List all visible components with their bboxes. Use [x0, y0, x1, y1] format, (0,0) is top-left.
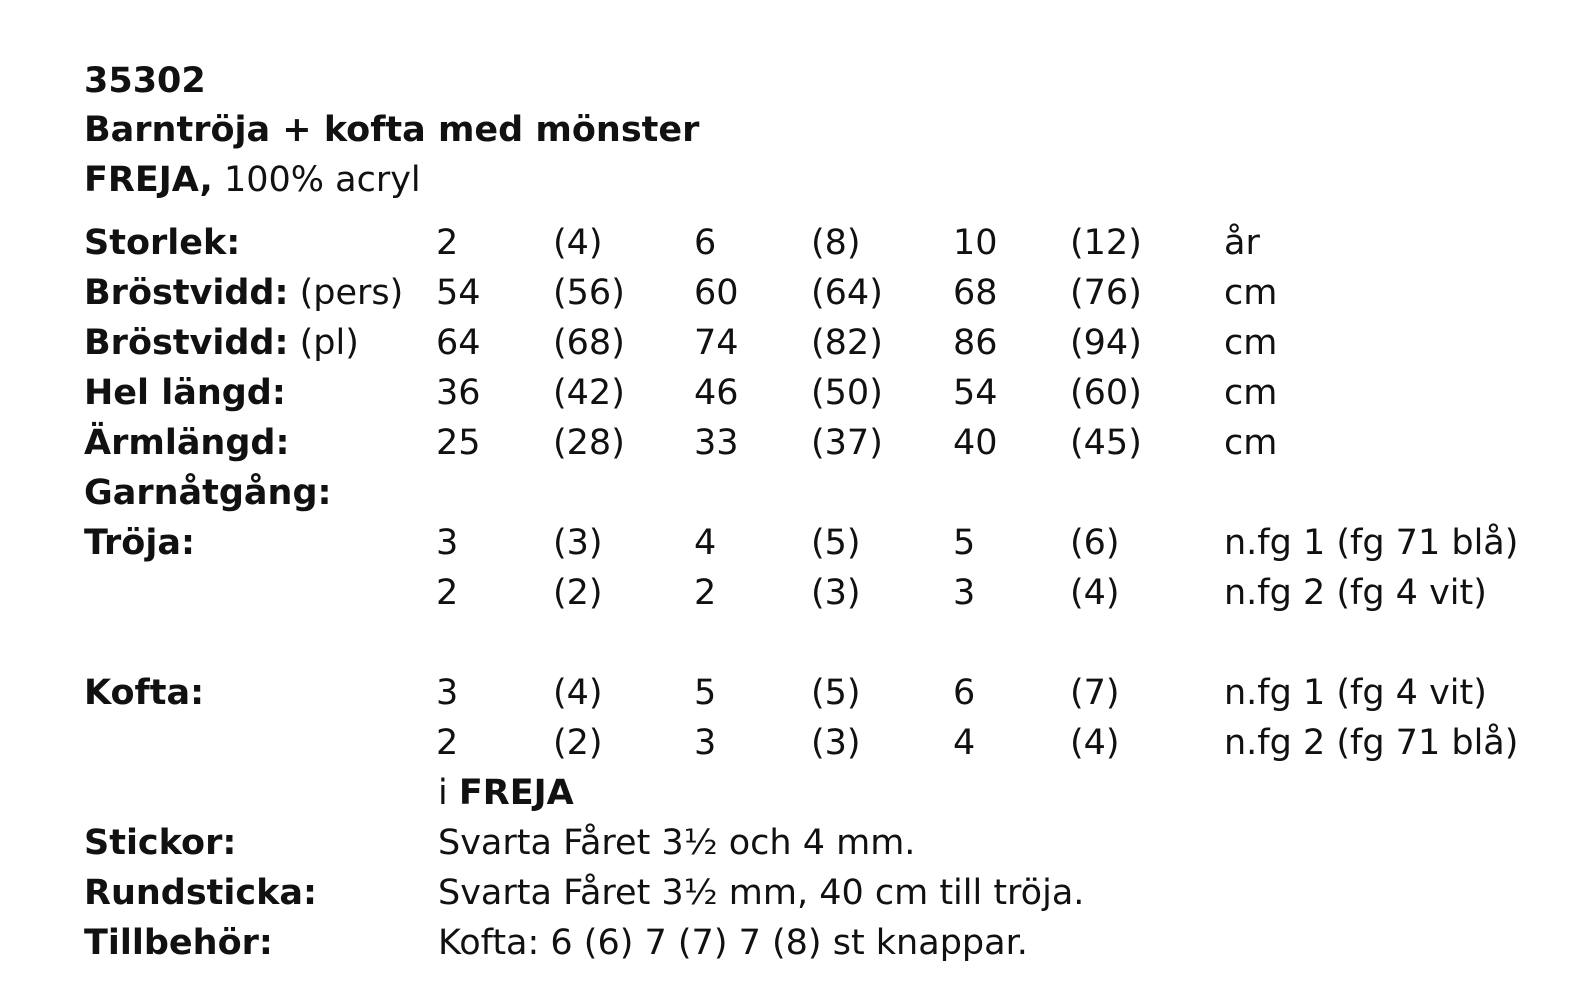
- value-cell: 10: [953, 223, 998, 263]
- row-label: Storlek:: [84, 223, 241, 263]
- yarn-description: 100% acryl: [212, 160, 421, 200]
- value-cell: (7): [1070, 673, 1120, 713]
- value-cell: 54: [436, 273, 481, 313]
- unit-cell: n.fg 1 (fg 71 blå): [1224, 523, 1519, 563]
- circular-needle-value: Svarta Fåret 3½ mm, 40 cm till tröja.: [438, 873, 1085, 913]
- size-row: [0, 223, 1575, 270]
- value-cell: (68): [553, 323, 625, 363]
- row-label: Hel längd:: [84, 373, 286, 413]
- value-cell: 25: [436, 423, 481, 463]
- yarn-note: i FREJA: [438, 773, 574, 813]
- value-cell: 3: [436, 673, 459, 713]
- value-cell: (3): [811, 723, 861, 763]
- value-cell: (42): [553, 373, 625, 413]
- value-cell: (8): [811, 223, 861, 263]
- value-cell: 4: [953, 723, 976, 763]
- cardigan-label: Kofta:: [84, 673, 205, 713]
- unit-cell: cm: [1224, 423, 1278, 463]
- value-cell: 36: [436, 373, 481, 413]
- value-cell: 2: [436, 573, 459, 613]
- value-cell: (3): [553, 523, 603, 563]
- value-cell: 68: [953, 273, 998, 313]
- unit-cell: n.fg 2 (fg 71 blå): [1224, 723, 1519, 763]
- value-cell: (6): [1070, 523, 1120, 563]
- unit-cell: cm: [1224, 273, 1278, 313]
- yarn-note-row: [0, 773, 1575, 820]
- unit-cell: cm: [1224, 373, 1278, 413]
- value-cell: (45): [1070, 423, 1142, 463]
- circular-needle-label: Rundsticka:: [84, 873, 318, 913]
- value-cell: (3): [811, 573, 861, 613]
- value-cell: 5: [694, 673, 717, 713]
- value-cell: 46: [694, 373, 739, 413]
- sleeve-length-row: [0, 423, 1575, 470]
- row-label: Bröstvidd: (pl): [84, 323, 359, 363]
- value-cell: 5: [953, 523, 976, 563]
- row-label: Bröstvidd: (pers): [84, 273, 404, 313]
- value-cell: (4): [1070, 573, 1120, 613]
- value-cell: 86: [953, 323, 998, 363]
- unit-cell: år: [1224, 223, 1260, 263]
- value-cell: (2): [553, 723, 603, 763]
- sweater-label: Tröja:: [84, 523, 195, 563]
- value-cell: (4): [553, 223, 603, 263]
- sweater-yarn-row-2: [0, 573, 1575, 620]
- value-cell: 33: [694, 423, 739, 463]
- value-cell: 6: [953, 673, 976, 713]
- value-cell: (2): [553, 573, 603, 613]
- pattern-title: Barntröja + kofta med mönster: [84, 110, 700, 150]
- value-cell: 6: [694, 223, 717, 263]
- value-cell: (60): [1070, 373, 1142, 413]
- value-cell: 2: [694, 573, 717, 613]
- value-cell: 40: [953, 423, 998, 463]
- value-cell: (4): [1070, 723, 1120, 763]
- value-cell: 60: [694, 273, 739, 313]
- value-cell: 2: [436, 223, 459, 263]
- value-cell: (37): [811, 423, 883, 463]
- accessories-row: [0, 923, 1575, 970]
- yarn-name: FREJA,: [84, 160, 213, 200]
- pattern-number: 35302: [84, 61, 206, 101]
- chest-width-person-row: [0, 273, 1575, 320]
- value-cell: (50): [811, 373, 883, 413]
- row-label: Ärmlängd:: [84, 423, 290, 463]
- value-cell: (56): [553, 273, 625, 313]
- circular-needle-row: [0, 873, 1575, 920]
- total-length-row: [0, 373, 1575, 420]
- unit-cell: cm: [1224, 323, 1278, 363]
- value-cell: 4: [694, 523, 717, 563]
- value-cell: (12): [1070, 223, 1142, 263]
- chest-width-garment-row: [0, 323, 1575, 370]
- value-cell: (82): [811, 323, 883, 363]
- unit-cell: n.fg 1 (fg 4 vit): [1224, 673, 1487, 713]
- sweater-yarn-row-1: [0, 523, 1575, 570]
- needles-value: Svarta Fåret 3½ och 4 mm.: [438, 823, 916, 863]
- value-cell: 64: [436, 323, 481, 363]
- value-cell: (5): [811, 673, 861, 713]
- value-cell: (64): [811, 273, 883, 313]
- accessories-value: Kofta: 6 (6) 7 (7) 7 (8) st knappar.: [438, 923, 1028, 963]
- value-cell: (5): [811, 523, 861, 563]
- value-cell: 3: [953, 573, 976, 613]
- needles-label: Stickor:: [84, 823, 237, 863]
- unit-cell: n.fg 2 (fg 4 vit): [1224, 573, 1487, 613]
- value-cell: 2: [436, 723, 459, 763]
- yarn-line: [84, 160, 421, 200]
- cardigan-yarn-row-1: [0, 673, 1575, 720]
- yarn-usage-heading: Garnåtgång:: [84, 473, 332, 513]
- needles-row: [0, 823, 1575, 870]
- value-cell: (28): [553, 423, 625, 463]
- value-cell: 74: [694, 323, 739, 363]
- value-cell: (4): [553, 673, 603, 713]
- value-cell: (76): [1070, 273, 1142, 313]
- value-cell: 3: [694, 723, 717, 763]
- value-cell: 54: [953, 373, 998, 413]
- value-cell: (94): [1070, 323, 1142, 363]
- yarn-usage-heading-row: [0, 473, 1575, 520]
- value-cell: 3: [436, 523, 459, 563]
- accessories-label: Tillbehör:: [84, 923, 273, 963]
- cardigan-yarn-row-2: [0, 723, 1575, 770]
